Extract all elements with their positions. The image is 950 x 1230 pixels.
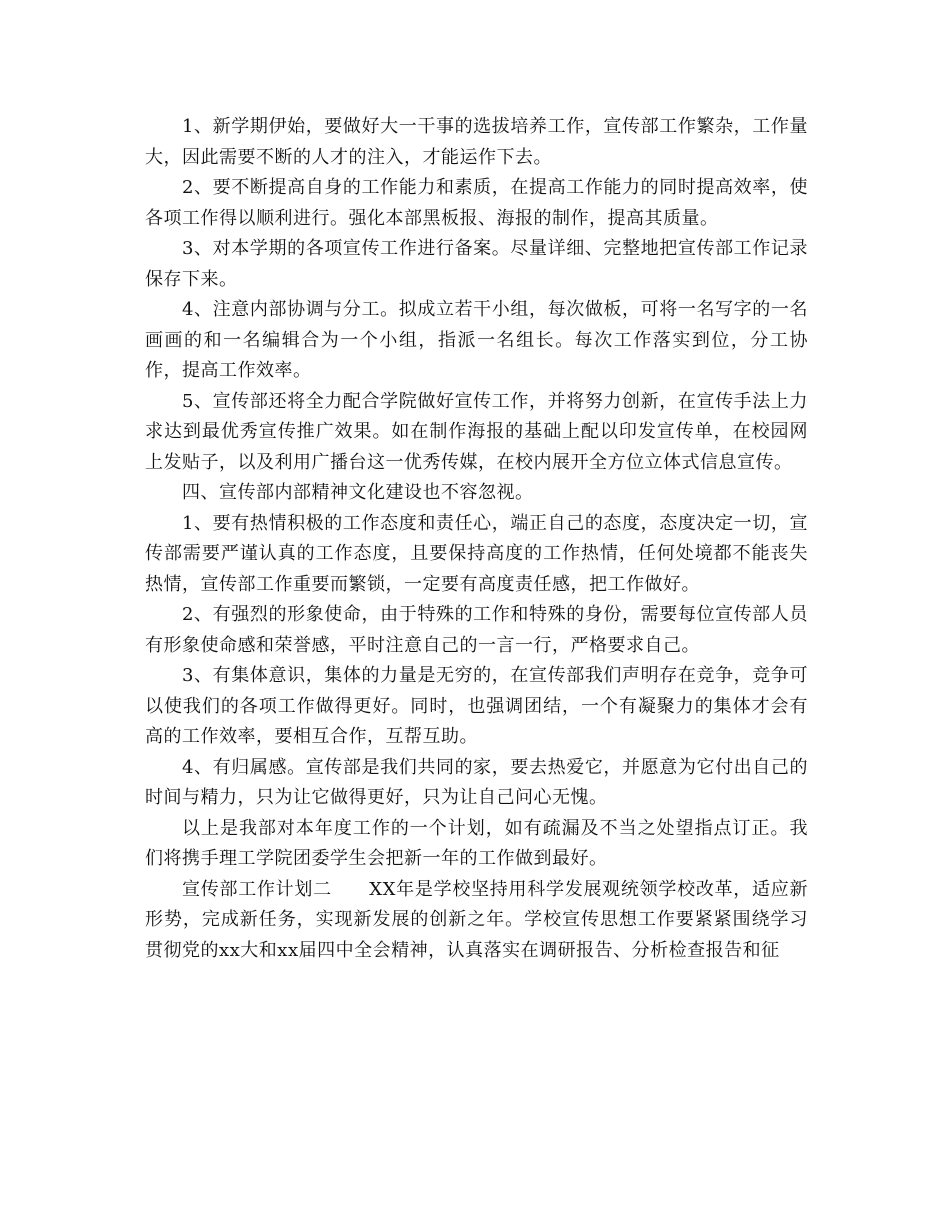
paragraph-belonging: 4、有归属感。宣传部是我们共同的家，要去热爱它，并愿意为它付出自己的时间与精力，只为让它做得更好，只为让自己问心无愧。 [145, 756, 808, 808]
paragraph-improve-ability: 2、要不断提高自身的工作能力和素质，在提高工作能力的同时提高效率，使各项工作得以顺利进行。强化本部黑板报、海报的制作，提高其质量。 [145, 177, 808, 229]
paragraph-conclusion: 以上是我部对本年度工作的一个计划，如有疏漏及不当之处望指点订正。我们将携手理工学院团委学生会把新一年的工作做到最好。 [145, 817, 808, 869]
paragraph-cooperation: 5、宣传部还将全力配合学院做好宣传工作，并将努力创新，在宣传手法上力求达到最优秀宣传推广效果。如在制作海报的基础上配以印发宣传单，在校园网上发贴子，以及利用广播台这一优秀传媒，在校内展开全方位立体式信息宣传。 [145, 390, 808, 473]
paragraph-coordination: 4、注意内部协调与分工。拟成立若干小组，每次做板，可将一名写字的一名画画的和一名编辑合为一个小组，指派一名组长。每次工作落实到位，分工协作，提高工作效率。 [145, 299, 808, 381]
paragraph-collective: 3、有集体意识，集体的力量是无穷的，在宣传部我们声明存在竞争，竞争可以使我们的各项工作做得更好。同时，也强调团结，一个有凝聚力的集体才会有高的工作效率，要相互合作，互帮互助。 [145, 665, 808, 747]
paragraph-plan-two: 宣传部工作计划二 XX年是学校坚持用科学发展观统领学校改革，适应新形势，完成新任务，实现新发展的创新之年。学校宣传思想工作要紧紧围绕学习贯彻党的xx大和xx届四中全会精神，认真落实在调研报告、分析检查报告和征 [145, 878, 808, 961]
paragraph-record-keeping: 3、对本学期的各项宣传工作进行备案。尽量详细、完整地把宣传部工作记录保存下来。 [145, 238, 808, 290]
document-body [145, 112, 808, 966]
paragraph-image-mission: 2、有强烈的形象使命，由于特殊的工作和特殊的身份，需要每位宣传部人员有形象使命感和荣誉感，平时注意自己的一言一行，严格要求自己。 [145, 604, 808, 656]
paragraph-recruit: 1、新学期伊始，要做好大一干事的选拔培养工作，宣传部工作繁杂，工作量大，因此需要不断的人才的注入，才能运作下去。 [145, 116, 808, 168]
paragraph-attitude: 1、要有热情积极的工作态度和责任心，端正自己的态度，态度决定一切，宣传部需要严谨认真的工作态度，且要保持高度的工作热情，任何处境都不能丧失热情，宣传部工作重要而繁锁，一定要有高度责任感，把工作做好。 [145, 512, 808, 595]
section-heading-culture: 四、宣传部内部精神文化建设也不容忽视。 [182, 482, 534, 503]
